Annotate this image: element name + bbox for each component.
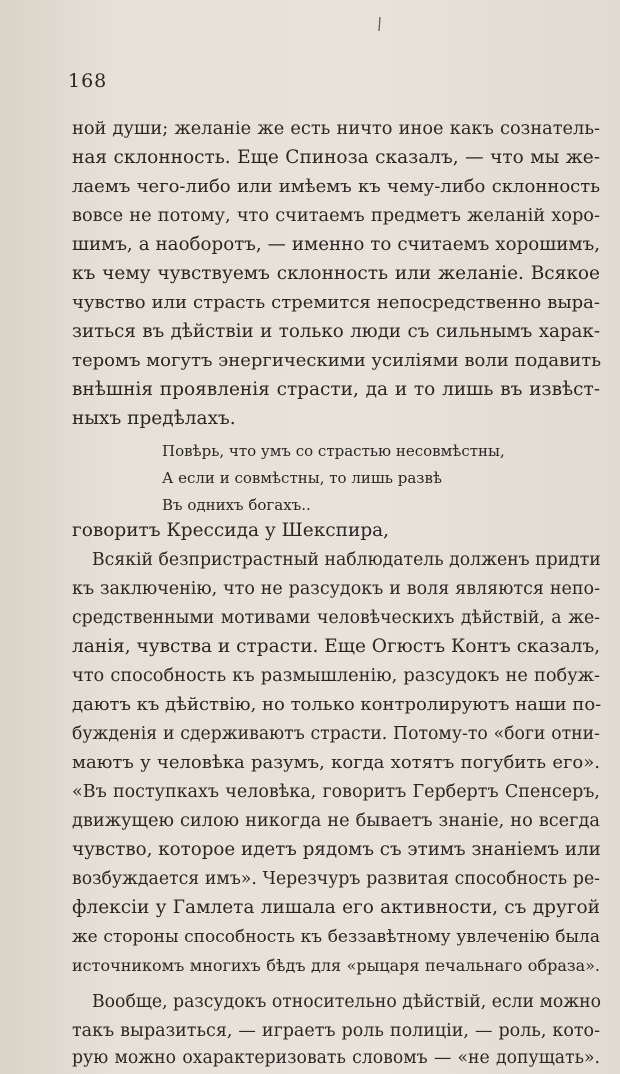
text-line: бужденія и сдерживаютъ страсти. Потому-то «боги отни- (72, 724, 600, 744)
text-line: шимъ, а наоборотъ, — именно то считаемъ хорошимъ, (72, 234, 600, 255)
text-line: средственными мотивами человѣческихъ дѣйствій, а же- (72, 608, 600, 628)
attribution-line: говоритъ Крессида у Шекспира, (72, 520, 390, 541)
text-line: вовсе не потому, что считаемъ предметъ желаній хоро- (72, 206, 600, 226)
text-line: чувство, которое идетъ рядомъ съ этимъ знаніемъ или (72, 839, 601, 860)
text-line: такъ выразиться, — играетъ роль полиціи, — роль, кото- (72, 1021, 600, 1041)
verse-line: Въ однихъ богахъ.. (162, 496, 311, 514)
page-number: 168 (68, 70, 108, 92)
text-line: что способность къ размышленію, разсудокъ не побуж- (72, 666, 600, 686)
text-line: зиться въ дѣйствіи и только люди съ сильнымъ харак- (72, 321, 600, 342)
text-line: рую можно охарактеризовать словомъ — «не допущать». (72, 1048, 600, 1068)
text-line: къ чему чувствуемъ склонность или желаніе. Всякое (72, 263, 600, 284)
text-line: внѣшнія проявленія страсти, да и то лишь въ извѣст- (72, 379, 600, 400)
text-line: даютъ къ дѣйствію, но только контролируютъ наши по- (72, 694, 602, 715)
ink-mark (378, 16, 381, 32)
text-line: Всякій безпристрастный наблюдатель долженъ придти (92, 550, 601, 570)
text-line: Вообще, разсудокъ относительно дѣйствій, если можно (92, 992, 602, 1012)
text-line: маютъ у человѣка разумъ, когда хотятъ погубить его». (72, 752, 600, 773)
text-line: чувство или страсть стремится непосредственно выра- (72, 292, 600, 313)
text-line: «Въ поступкахъ человѣка, говоритъ Гербертъ Спенсеръ, (72, 782, 600, 802)
text-line: ная склонность. Еще Спиноза сказалъ, — что мы же- (72, 147, 600, 168)
verse-line: Повѣрь, что умъ со страстью несовмѣстны, (162, 442, 505, 460)
text-line: теромъ могутъ энергическими усиліями воли подавить (72, 350, 602, 371)
text-line: лаемъ чего-либо или имѣемъ къ чему-либо склонность (72, 176, 600, 197)
text-line: источникомъ многихъ бѣдъ для «рыцаря печальнаго образа». (72, 956, 600, 975)
text-line: флексіи у Гамлета лишала его активности, съ другой (72, 897, 600, 918)
text-line: же стороны способность къ беззавѣтному увлеченію была (72, 927, 600, 947)
text-line: ланія, чувства и страсти. Еще Огюстъ Контъ сказалъ, (72, 636, 601, 657)
text-line: къ заключенію, что не разсудокъ и воля являются непо- (72, 579, 600, 599)
text-line: возбуждается имъ». Черезчуръ развитая способность ре- (72, 869, 600, 889)
text-line: движущею силою никогда не бываетъ знаніе, но всегда (72, 811, 600, 831)
text-line: ной души; желаніе же есть ничто иное какъ сознатель- (72, 119, 600, 139)
verse-line: А если и совмѣстны, то лишь развѣ (162, 469, 442, 487)
text-line: ныхъ предѣлахъ. (72, 408, 236, 429)
